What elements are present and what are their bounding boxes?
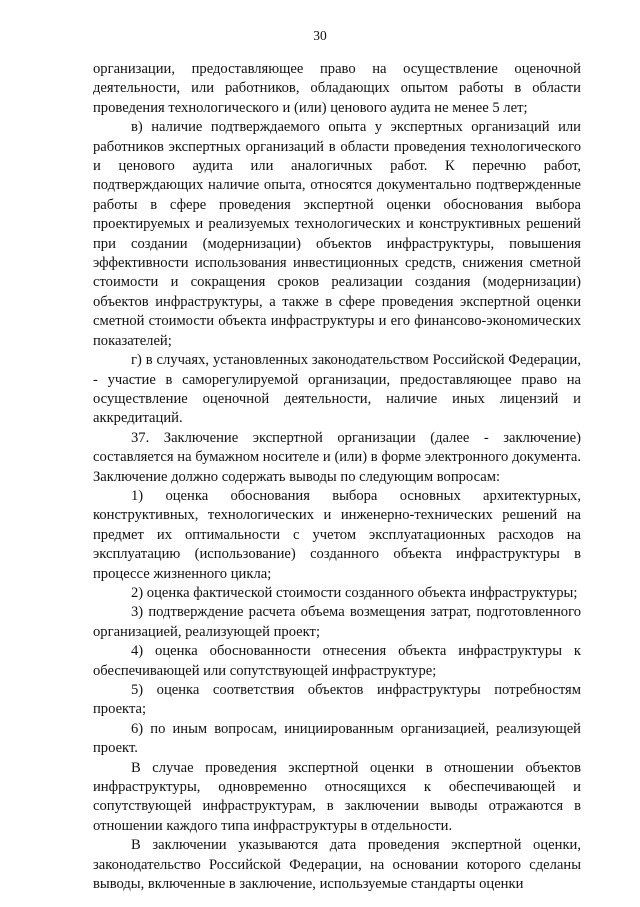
list-item-5: 5) оценка соответствия объектов инфраструктуры потребностям проекта; <box>93 682 581 718</box>
paragraph-conclusion-contents: В заключении указываются дата проведения экспертной оценки, законодательство Российской Федерации, на основании которого сделаны выводы, включенные в заключение, используемые стандарты оценки <box>93 837 581 893</box>
list-item-4: 4) оценка обоснованности отнесения объекта инфраструктуры к обеспечивающей или сопутствующей инфраструктуре; <box>93 643 581 679</box>
list-item-1: 1) оценка обоснования выбора основных архитектурных, конструктивных, технологических и инженерно-технических решений на предмет их оптимальности с учетом эксплуатационных расходов на эксплуатацию (использование) созданного объекта инфраструктуры в процессе жизненного цикла; <box>93 487 581 582</box>
paragraph-continuation: организации, предоставляющее право на осуществление оценочной деятельности, или работников, обладающих опытом работы в области проведения технологического и (или) ценового аудита не менее 5 лет; <box>93 61 581 116</box>
paragraph-mixed-infrastructure: В случае проведения экспертной оценки в отношении объектов инфраструктуры, одновременно относящихся к обеспечивающей и сопутствующей инфраструктурам, в заключении выводы отражаются в отношении каждого типа инфраструктуры в отдельности. <box>93 759 581 834</box>
list-item-6: 6) по иным вопросам, инициированным организацией, реализующей проект. <box>93 720 581 757</box>
page-number: 30 <box>313 28 327 43</box>
paragraph-item-g: г) в случаях, установленных законодательством Российской Федерации, - участие в саморегулируемой организации, предоставляющее право на осуществление оценочной деятельности, наличие иных лицензий и аккредитаций. <box>93 352 581 427</box>
paragraph-clause-37: 37. Заключение экспертной организации (далее - заключение) составляется на бумажном носителе и (или) в форме электронного документа. Заключение должно содержать выводы по следующим вопросам: <box>93 429 581 485</box>
list-item-2: 2) оценка фактической стоимости созданного объекта инфраструктуры; <box>131 584 578 601</box>
list-item-3: 3) подтверждение расчета объема возмещения затрат, подготовленного организацией, реализующей проект; <box>93 604 581 640</box>
document-body <box>93 60 581 894</box>
paragraph-item-v: в) наличие подтверждаемого опыта у экспертных организаций или работников экспертных организаций в области проведения технологического и ценового аудита или аналогичных работ. К перечню работ, подтверждающих наличие опыта, относятся документально подтвержденные работы в сфере проведения экспертной оценки обоснования выбора проектируемых и реализуемых технологических и конструктивных решений при создании (модернизации) объектов инфраструктуры, повышения эффективности использования инвестиционных средств, снижения сметной стоимости и сокращения сроков реализации создания (модернизации) объектов инфраструктуры, а также в сфере проведения экспертной оценки сметной стоимости объекта инфраструктуры и его финансово-экономических показателей; <box>93 119 581 349</box>
